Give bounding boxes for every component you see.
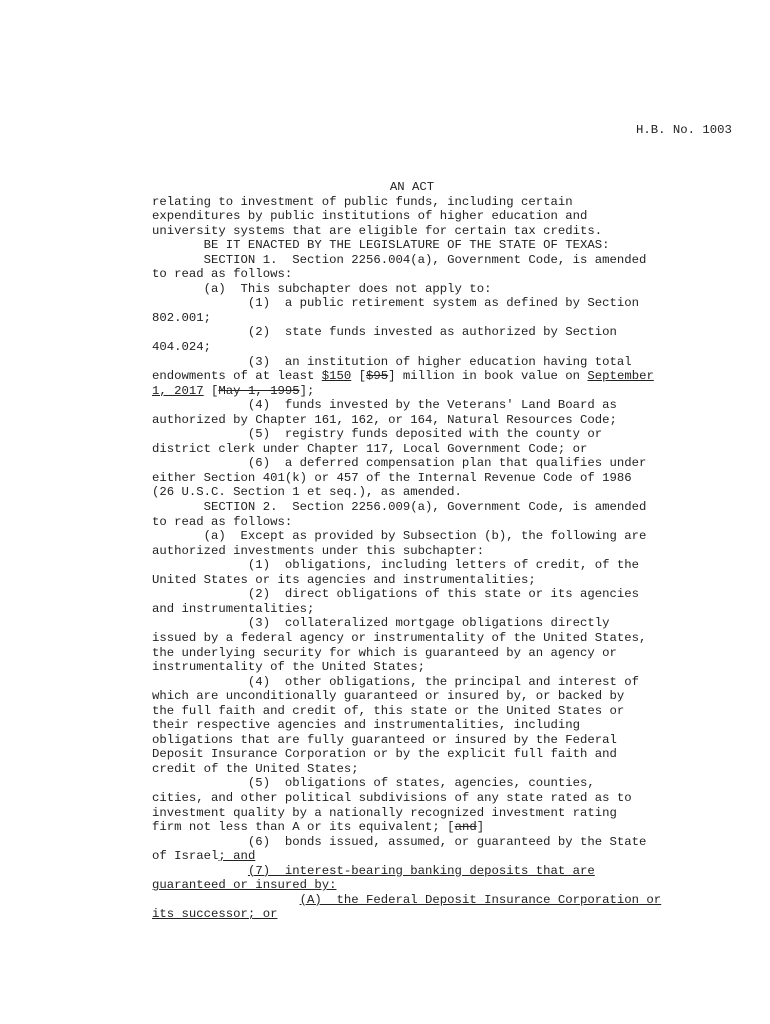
inserted-text: (7) interest-bearing banking deposits that are [247,863,595,878]
text-line [152,762,672,777]
text-segment: either Section 401(k) or 457 of the Internal Revenue Code of 1986 [152,470,632,485]
inserted-text: its successor; or [152,907,278,922]
text-line [152,791,672,806]
text-segment: of Israel [152,849,219,864]
text-line [152,776,672,791]
text-line [152,849,672,864]
text-segment: obligations that are fully guaranteed or insured by the Federal [152,732,617,747]
inserted-text: guaranteed or insured by: [152,878,337,893]
text-line [152,878,672,893]
text-line [152,238,672,253]
deleted-text: May 1, 1995 [218,383,300,398]
text-line [152,253,672,268]
text-segment: which are unconditionally guaranteed or insured by, or backed by [152,689,625,704]
text-line [152,500,672,515]
text-segment: ] [476,820,485,835]
text-segment: expenditures by public institutions of higher education and [152,209,588,224]
text-segment: credit of the United States; [152,761,359,776]
text-line [152,733,672,748]
text-segment: United States or its agencies and instrumentalities; [152,572,536,587]
text-segment: (4) funds invested by the Veterans' Land Board as [152,398,617,413]
text-segment: university systems that are eligible for certain tax credits. [152,223,603,238]
text-segment: endowments of at least [152,369,322,384]
text-line [152,355,672,370]
text-segment: the full faith and credit of, this state or the United States or [152,703,625,718]
text-line [152,209,672,224]
inserted-text: 1, 2017 [152,383,204,398]
text-line [152,747,672,762]
text-line [152,340,672,355]
text-segment: ]; [299,383,315,398]
bill-text-lines [152,195,672,922]
text-line [152,311,672,326]
text-line [152,427,672,442]
inserted-text: September [587,369,654,384]
text-segment: (6) bonds issued, assumed, or guaranteed by the State [152,834,647,849]
inserted-text: ; and [218,849,256,864]
text-segment: (3) collateralized mortgage obligations directly [152,616,610,631]
text-line [152,544,672,559]
text-segment: (3) an institution of higher education having total [152,354,632,369]
text-line [152,689,672,704]
text-segment: (1) a public retirement system as defined by Section [152,296,640,311]
text-segment: BE IT ENACTED BY THE LEGISLATURE OF THE STATE OF TEXAS: [152,238,610,253]
text-segment: relating to investment of public funds, including certain [152,194,573,209]
text-line [152,616,672,631]
text-line [152,224,672,239]
inserted-text: (A) the Federal Deposit Insurance Corporation or [299,892,662,907]
text-segment: SECTION 1. Section 2256.004(a), Government Code, is amended [152,252,647,267]
text-segment: [ [351,369,367,384]
text-line [152,573,672,588]
text-segment: [ [203,383,219,398]
text-segment: (1) obligations, including letters of credit, of the [152,558,640,573]
text-line [152,587,672,602]
text-segment: instrumentality of the United States; [152,660,426,675]
text-line [152,529,672,544]
text-line [152,471,672,486]
text-line [152,456,672,471]
text-line [152,442,672,457]
text-segment: and instrumentalities; [152,601,315,616]
text-segment: (2) direct obligations of this state or its agencies [152,587,640,602]
text-line [152,806,672,821]
text-segment: to read as follows: [152,514,293,529]
text-line [152,660,672,675]
text-line [152,820,672,835]
act-title: AN ACT [389,180,435,194]
deleted-text: and [454,820,477,835]
text-segment: (a) This subchapter does not apply to: [152,281,492,296]
text-line [152,413,672,428]
text-segment: (a) Except as provided by Subsection (b), the following are [152,529,647,544]
text-segment: (6) a deferred compensation plan that qualifies under [152,456,647,471]
text-line [152,704,672,719]
text-line [152,485,672,500]
text-segment: (5) obligations of states, agencies, counties, [152,776,595,791]
text-segment: 802.001; [152,310,212,325]
text-segment: firm not less than A or its equivalent; [ [152,820,455,835]
text-line [152,195,672,210]
text-segment: authorized by Chapter 161, 162, or 164, Natural Resources Code; [152,412,617,427]
text-segment: (2) state funds invested as authorized by Section [152,325,617,340]
text-segment: to read as follows: [152,267,293,282]
text-segment [152,893,300,907]
text-line [152,515,672,530]
text-segment: SECTION 2. Section 2256.009(a), Government Code, is amended [152,500,647,515]
text-segment: investment quality by a nationally recognized investment rating [152,805,617,820]
bill-number: H.B. No. 1003 [636,123,732,137]
text-line [152,558,672,573]
text-line [152,646,672,661]
text-segment: (26 U.S.C. Section 1 et seq.), as amended. [152,485,462,500]
text-line [152,602,672,617]
text-line [152,296,672,311]
deleted-text: $95 [366,369,389,384]
text-segment: the underlying security for which is guaranteed by an agency or [152,645,617,660]
text-line [152,325,672,340]
text-segment: cities, and other political subdivisions of any state rated as to [152,790,632,805]
text-segment: (4) other obligations, the principal and interest of [152,674,640,689]
text-line [152,267,672,282]
text-segment: authorized investments under this subchapter: [152,543,485,558]
text-segment: their respective agencies and instrumentalities, including [152,718,581,733]
text-segment: issued by a federal agency or instrumentality of the United States, [152,630,647,645]
text-line [152,907,672,922]
text-line [152,398,672,413]
text-line [152,384,672,399]
bill-body [152,180,672,922]
text-segment [152,864,248,878]
text-line [152,369,672,384]
text-line [152,631,672,646]
text-segment: district clerk under Chapter 117, Local Government Code; or [152,441,588,456]
text-line [152,718,672,733]
text-line [152,282,672,297]
inserted-text: $150 [321,369,352,384]
text-line [152,864,672,879]
text-segment: (5) registry funds deposited with the county or [152,427,603,442]
text-line [152,835,672,850]
text-line [152,675,672,690]
text-segment: 404.024; [152,340,212,355]
text-line [152,893,672,908]
text-segment: ] million in book value on [388,369,588,384]
text-segment: Deposit Insurance Corporation or by the explicit full faith and [152,747,617,762]
